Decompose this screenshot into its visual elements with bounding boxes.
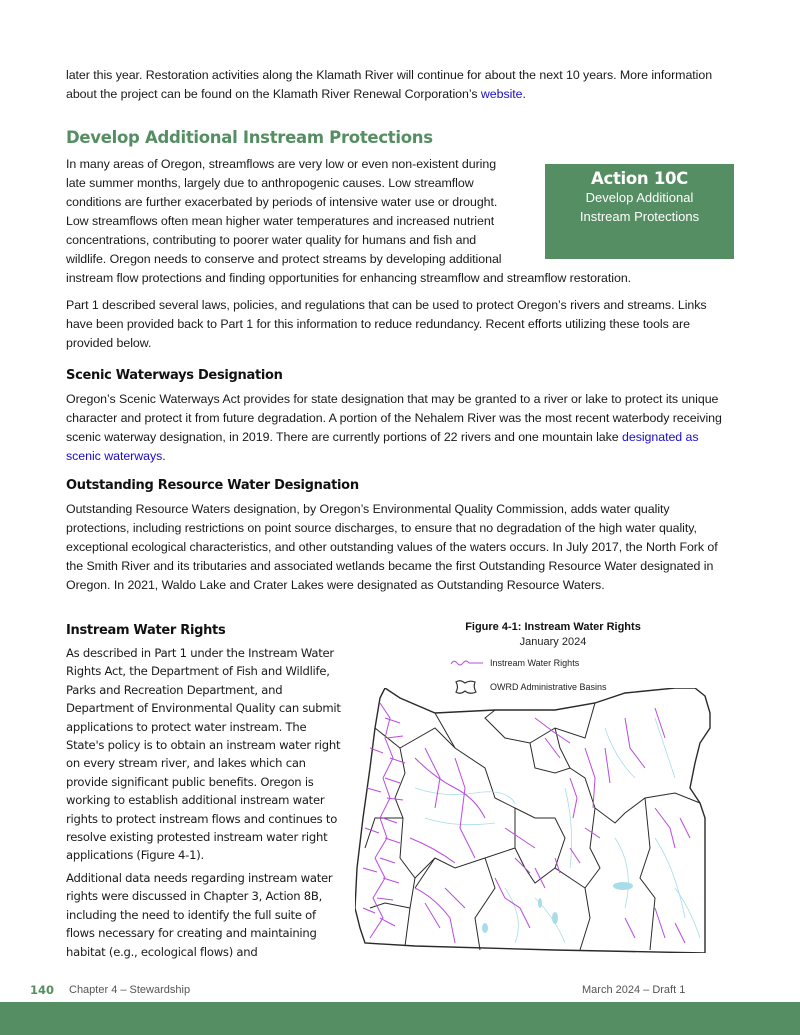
scenic-end: . [162,449,166,463]
oregon-instream-map [355,688,775,953]
outstanding-resource-heading: Outstanding Resource Water Designation [66,478,359,493]
action-callout-box [545,164,734,259]
scenic-waterways-heading: Scenic Waterways Designation [66,368,283,383]
section-line: concentrations, contributing to poorer water quality for humans and fish and [66,233,477,247]
footer-chapter: Chapter 4 – Stewardship [69,984,191,996]
page-number: 140 [30,983,55,997]
figure-title: Figure 4-1: Instream Water Rights [465,621,641,633]
section-line: conditions are further exacerbated by periods of intensive water use or drought. [66,195,498,209]
instream-paragraph-2: Additional data needs regarding instream water rights were discussed in Chapter 3, Action 8B, including the need to identify the full suite of flows necessary for creating and maintaining habitat (e.g., ecological flows) and [66,871,333,959]
legend-label: OWRD Administrative Basins [490,682,607,692]
intro-end: . [522,87,526,101]
instream-water-rights-heading: Instream Water Rights [66,623,226,638]
outstanding-resource-paragraph: Outstanding Resource Waters designation, by Oregon’s Environmental Quality Commission, adds water quality protections, including restrictions on point source discharges, to ensure that no degradation of the high water quality, exceptional ecological characteristics, and other outstanding values of the waters occurs. In July 2017, the North Fork of the Smith River and its tributaries and associated wetlands became the first Outstanding Resource Water designated in Oregon. In 2021, Waldo Lake and Crater Lakes were designated as Outstanding Resource Waters. [66,502,718,592]
action-title: Action 10C [591,169,688,188]
section-line: In many areas of Oregon, streamflows are very low or even non-existent during [66,157,497,171]
section-line: Low streamflows often mean higher water temperatures and increased nutrient [66,214,495,228]
section-line: late summer months, largely due to anthropogenic causes. Low streamflow [66,176,474,190]
figure-subtitle: January 2024 [519,636,587,648]
footer-date: March 2024 – Draft 1 [582,984,686,996]
scenic-waterways-paragraph [66,390,726,466]
action-subtitle-line2: Instream Protections [579,209,700,224]
footer-green-bar [0,1002,800,1035]
legend-label: Instream Water Rights [490,658,580,668]
section-line: wildlife. Oregon needs to conserve and protect streams by developing additional [66,252,502,266]
action-subtitle-line1: Develop Additional [585,190,694,205]
section-title: Develop Additional Instream Protections [66,128,433,147]
part1-paragraph: Part 1 described several laws, policies, and regulations that can be used to protect Oregon’s rivers and streams. Links have been provided back to Part 1 for this information to reduce redundancy. Recent efforts utilizing these tools are provided below. [66,298,707,350]
scenic-waterways-link[interactable]: designated as scenic waterways [66,430,699,463]
intro-text: later this year. Restoration activities along the Klamath River will continue for about the next 10 years. More information about the project can be found on the Klamath River Renewal Corporation’s [66,68,713,101]
purple-stream-line-icon [450,658,484,668]
section-line: instream flow protections and finding opportunities for enhancing streamflow and streamflow restoration. [66,271,632,285]
website-link[interactable]: website [480,87,523,101]
legend-item-instream [450,658,579,668]
intro-paragraph [66,66,726,104]
scenic-text: Oregon’s Scenic Waterways Act provides for state designation that may be granted to a river or lake to protect its unique character and protect it from future degradation. A portion of the Nehalem River was the most recent waterbody receiving scenic waterway designation, in 2019. There are currently portions of 22 rivers and one mountain lake [66,392,722,444]
instream-paragraph-1: As described in Part 1 under the Instream Water Rights Act, the Department of Fish and Wildlife, Parks and Recreation Department, and Department of Environmental Quality can submit applications to protect water instream. The State's policy is to obtain an instream water right on every stream river, and lakes which can provide significant public benefits. Oregon is working to establish additional instream water rights to protect instream flows and continues to resolve existing protested instream water right applications (Figure 4-1). [66,646,341,863]
